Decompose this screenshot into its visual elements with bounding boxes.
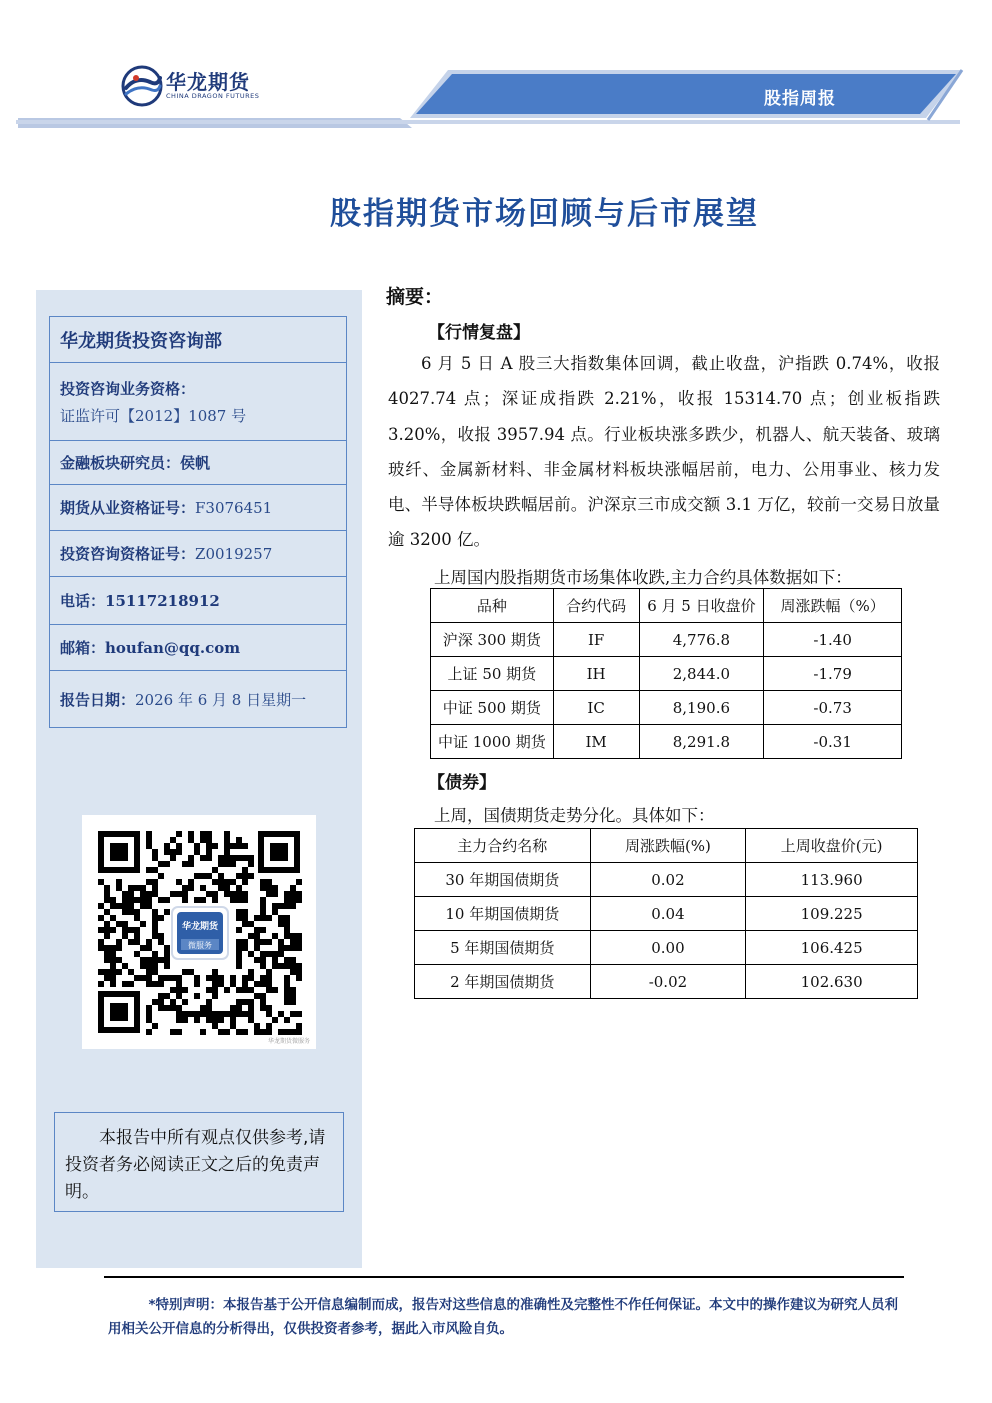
futures-table-row — [431, 623, 902, 657]
footer-disclaimer: *特别声明：本报告基于公开信息编制而成，报告对这些信息的准确性及完整性不作任何保证。本文中的操作建议为研究人员利用相关公开信息的分析得出，仅供投资者参考，据此入市风险自负。 — [108, 1297, 899, 1337]
phone-value: 15117218912 — [105, 591, 220, 610]
logo-english-name: CHINA DRAGON FUTURES — [166, 92, 260, 100]
bond-header-row — [415, 829, 918, 863]
consult-cert-label: 投资咨询资格证号： — [60, 545, 196, 563]
date-value: 2026 年 6 月 8 日星期一 — [135, 690, 307, 709]
bond-table-cell: 30 年期国债期货 — [415, 863, 591, 897]
department-row — [50, 317, 346, 363]
department-name: 华龙期货投资咨询部 — [60, 330, 222, 352]
futures-cert-label: 期货从业资格证号： — [60, 499, 196, 517]
bond-table-cell: 2 年期国债期货 — [415, 965, 591, 999]
bond-header-cell: 周涨跌幅(%) — [590, 829, 746, 863]
futures-table-cell: 中证 1000 期货 — [431, 725, 554, 759]
bond-table-cell: 113.960 — [746, 863, 918, 897]
qr-code-icon — [82, 815, 316, 1049]
futures-table-cell: 8,190.6 — [639, 691, 764, 725]
section-title: 股指周报 — [764, 89, 836, 109]
phone-label: 电话： — [60, 592, 106, 610]
qualification-row — [50, 363, 346, 441]
bond-table-row — [415, 863, 918, 897]
futures-cert-value: F3076451 — [195, 498, 273, 517]
analyst-info-box — [49, 316, 347, 728]
futures-table-lead: 上周国内股指期货市场集体收跌,主力合约具体数据如下： — [434, 568, 852, 587]
company-logo — [120, 64, 280, 108]
bond-table-cell: 106.425 — [746, 931, 918, 965]
bond-table-row — [415, 965, 918, 999]
email-row — [50, 625, 346, 671]
bond-heading: 【债券】 — [428, 773, 496, 793]
footer-divider — [104, 1276, 904, 1278]
abstract-heading: 摘要： — [386, 286, 444, 308]
bond-table-row — [415, 931, 918, 965]
researcher-row — [50, 441, 346, 485]
report-title: 股指期货市场回顾与后市展望 — [330, 196, 759, 232]
date-label: 报告日期： — [60, 690, 136, 709]
futures-table-cell: IM — [553, 725, 639, 759]
qr-logo-top-text: 华龙期货 — [181, 922, 219, 932]
futures-header-cell: 品种 — [431, 589, 554, 623]
sidebar — [36, 290, 362, 1268]
futures-header-cell: 周涨跌幅（%） — [764, 589, 902, 623]
bond-table-row — [415, 897, 918, 931]
date-row — [50, 671, 346, 727]
bond-table-cell: 0.02 — [590, 863, 746, 897]
page-header — [0, 0, 992, 140]
futures-table-cell: IH — [553, 657, 639, 691]
qr-logo-bottom-text: 微服务 — [188, 941, 212, 950]
bond-header-cell: 上周收盘价(元) — [746, 829, 918, 863]
bond-table-lead: 上周，国债期货走势分化。具体如下： — [434, 806, 715, 825]
email-link[interactable]: houfan@qq.com — [105, 638, 241, 657]
logo-chinese-name: 华龙期货 — [166, 70, 250, 94]
futures-header-cell: 合约代码 — [553, 589, 639, 623]
futures-table-cell: 沪深 300 期货 — [431, 623, 554, 657]
futures-table-cell: IF — [553, 623, 639, 657]
bond-table-cell: 0.04 — [590, 897, 746, 931]
futures-table-cell: 中证 500 期货 — [431, 691, 554, 725]
market-review-paragraph: 6 月 5 日 A 股三大指数集体回调，截止收盘，沪指跌 0.74%，收报 4027.74 点；深证成指跌 2.21%，收报 15314.70 点；创业板指跌 3.20%，收报 3957.94 点。行业板块涨多跌少，机器人、航天装备、玻璃玻纤、金属新材料、非金属材料板块涨幅居前，电力、公用事业、核力发电、半导体板块跌幅居前。沪深京三市成交额 3.1 万亿，较前一交易日放量逾 3200 亿。 — [388, 354, 940, 550]
bond-table-cell: 10 年期国债期货 — [415, 897, 591, 931]
futures-header-row — [431, 589, 902, 623]
bond-table-cell: -0.02 — [590, 965, 746, 999]
consult-cert-row — [50, 531, 346, 577]
futures-table-cell: 4,776.8 — [639, 623, 764, 657]
bond-header-cell: 主力合约名称 — [415, 829, 591, 863]
email-label: 邮箱： — [60, 639, 106, 657]
futures-table-cell: 2,844.0 — [639, 657, 764, 691]
bond-table-cell: 5 年期国债期货 — [415, 931, 591, 965]
futures-table-cell: -0.73 — [764, 691, 902, 725]
futures-table-cell: -1.40 — [764, 623, 902, 657]
futures-table-cell: IC — [553, 691, 639, 725]
market-review-heading: 【行情复盘】 — [428, 323, 530, 343]
bond-table — [414, 828, 918, 999]
bond-table-cell: 102.630 — [746, 965, 918, 999]
futures-table-row — [431, 691, 902, 725]
dragon-logo-icon — [120, 64, 164, 108]
bond-table-cell: 0.00 — [590, 931, 746, 965]
bond-table-cell: 109.225 — [746, 897, 918, 931]
futures-table-row — [431, 725, 902, 759]
qualification-value: 证监许可【2012】1087 号 — [60, 406, 247, 425]
futures-table — [430, 588, 902, 759]
qr-caption: 华龙期货微服务 — [267, 1038, 310, 1045]
disclaimer-notice-box: 本报告中所有观点仅供参考,请投资者务必阅读正文之后的免责声明。 — [54, 1112, 344, 1212]
phone-row — [50, 577, 346, 625]
futures-table-row — [431, 657, 902, 691]
futures-table-cell: -0.31 — [764, 725, 902, 759]
consult-cert-value: Z0019257 — [195, 544, 273, 563]
futures-cert-row — [50, 485, 346, 531]
futures-table-cell: 上证 50 期货 — [431, 657, 554, 691]
futures-table-cell: 8,291.8 — [639, 725, 764, 759]
researcher-label: 金融板块研究员：侯帆 — [60, 454, 211, 472]
futures-header-cell: 6 月 5 日收盘价 — [639, 589, 764, 623]
wechat-qr-code[interactable] — [82, 815, 316, 1049]
futures-table-cell: -1.79 — [764, 657, 902, 691]
qualification-label: 投资咨询业务资格： — [60, 379, 196, 398]
